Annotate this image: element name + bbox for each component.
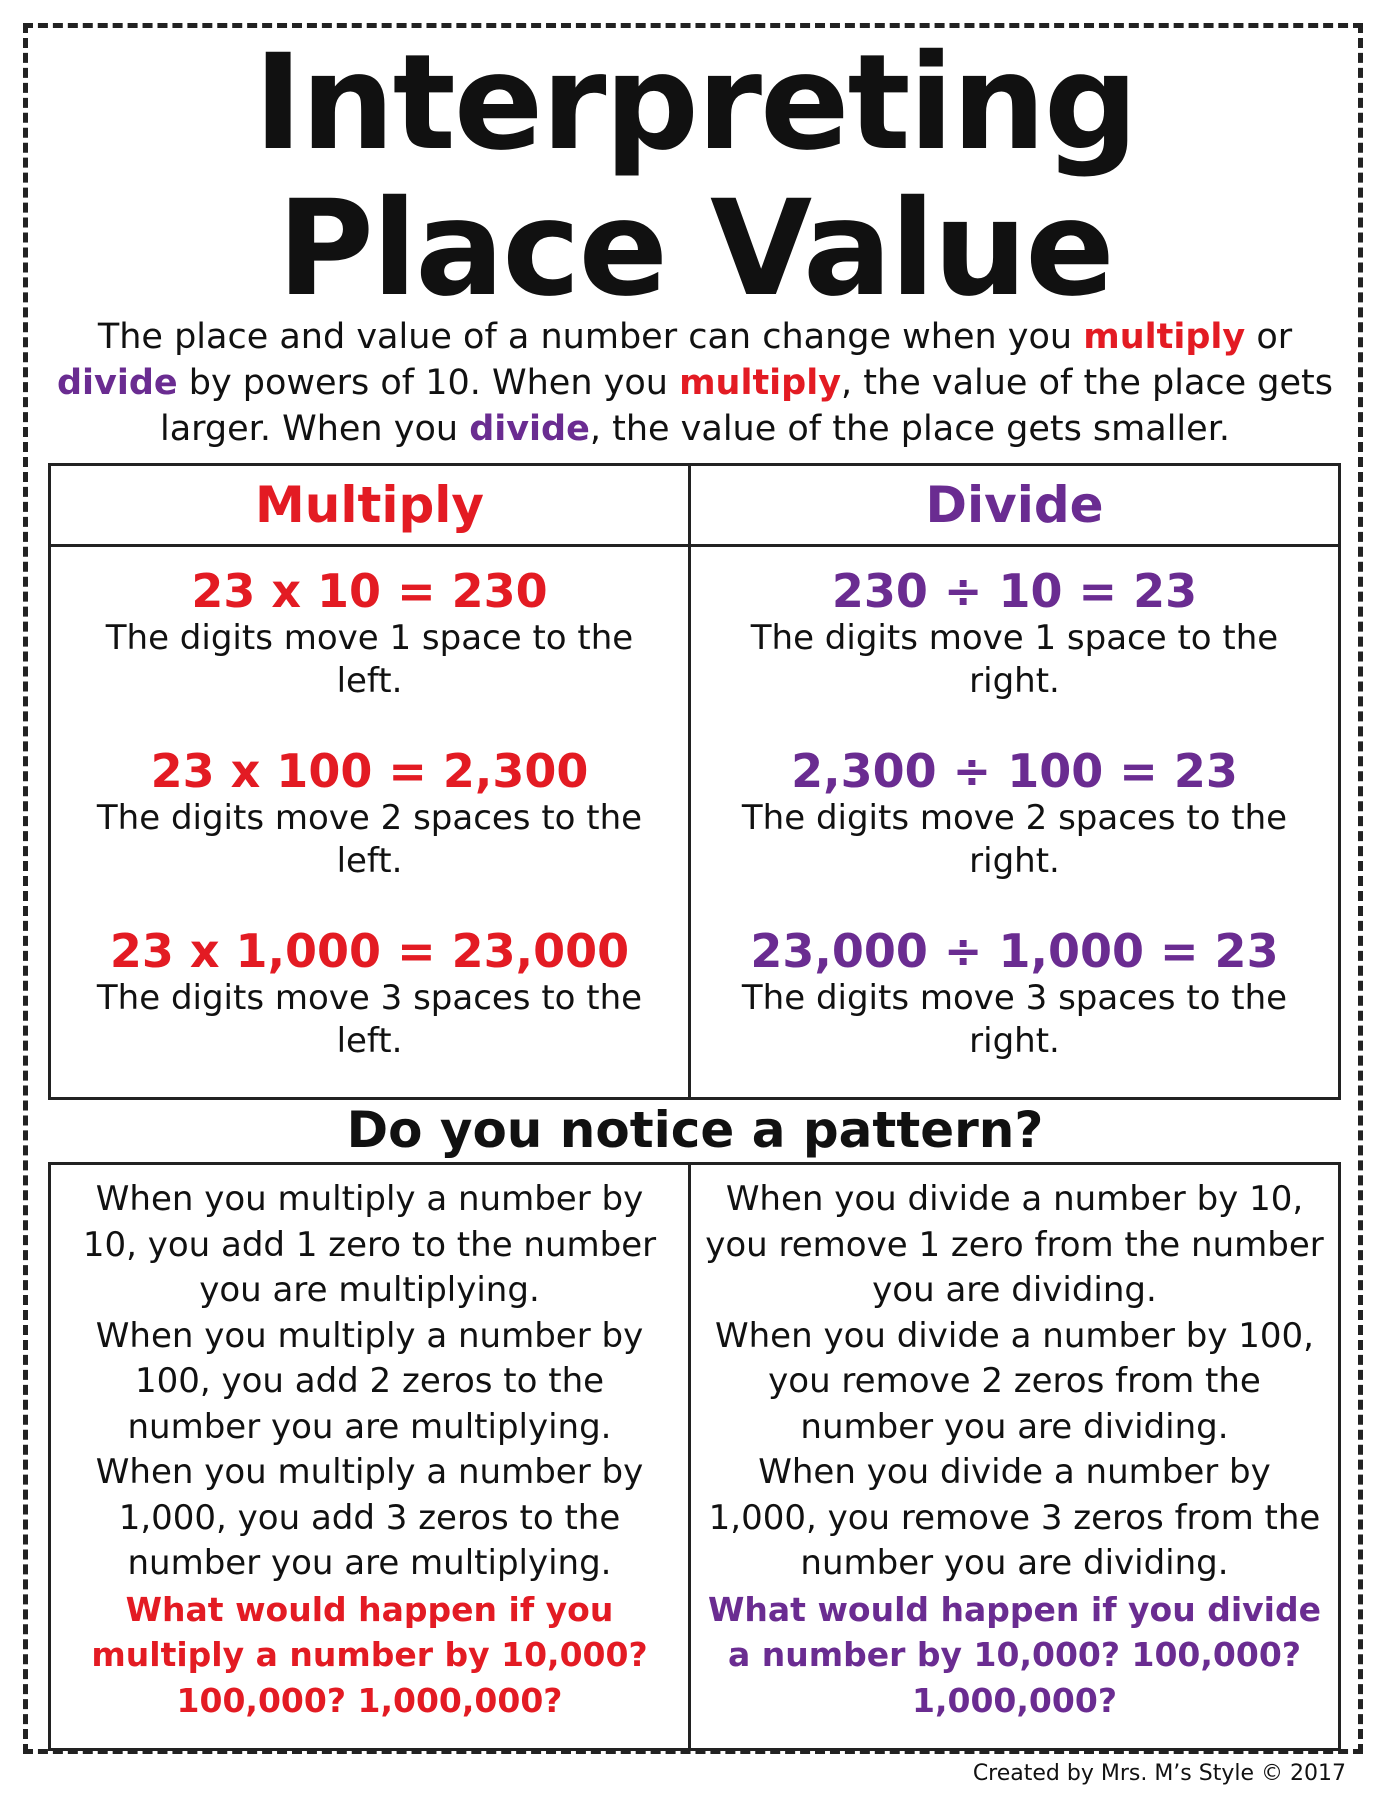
intro-multiply-1: multiply <box>1083 317 1246 357</box>
multiply-examples-cell <box>50 546 690 1099</box>
divide-examples-cell <box>690 546 1340 1099</box>
divide-equation: 23,000 ÷ 1,000 = 23 <box>750 924 1279 978</box>
intro-text-2: or <box>1245 317 1293 357</box>
intro-paragraph <box>48 314 1342 452</box>
intro-divide-2: divide <box>469 409 590 449</box>
intro-multiply-2: multiply <box>679 363 842 403</box>
multiply-pattern-cell <box>50 1164 690 1750</box>
divide-equation: 2,300 ÷ 100 = 23 <box>791 744 1238 798</box>
multiply-example <box>51 925 688 1063</box>
divide-description: The digits move 3 spaces to the right. <box>741 978 1288 1061</box>
intro-text-4: , the value of the place gets larger. When you <box>159 363 1334 449</box>
credit-line: Created by Mrs. M’s Style © 2017 <box>972 1761 1346 1786</box>
multiply-pattern-question: What would happen if you multiply a number by 10,000? 100,000? 1,000,000? <box>91 1589 648 1720</box>
multiply-example <box>51 745 688 883</box>
divide-pattern-text: When you divide a number by 100, you remove 2 zeros from the number you are dividing. <box>715 1315 1314 1447</box>
multiply-header: Multiply <box>50 465 690 546</box>
page-title <box>0 26 1390 326</box>
patterns-row <box>50 1164 1340 1750</box>
divide-pattern-cell <box>690 1164 1340 1750</box>
multiply-description: The digits move 2 spaces to the left. <box>96 798 643 881</box>
multiply-pattern-text: When you multiply a number by 100, you add 2 zeros to the number you are multiplying. <box>95 1315 644 1447</box>
patterns-table <box>48 1162 1341 1751</box>
title-line-2: Place Value <box>277 172 1113 326</box>
intro-text-1: The place and value of a number can change when you <box>97 317 1084 357</box>
multiply-equation: 23 x 1,000 = 23,000 <box>109 924 630 978</box>
divide-example <box>691 925 1338 1063</box>
multiply-pattern-text: When you multiply a number by 1,000, you add 3 zeros to the number you are multiplying. <box>95 1452 644 1583</box>
multiply-example <box>51 565 688 703</box>
divide-description: The digits move 1 space to the right. <box>750 618 1279 701</box>
divide-example <box>691 565 1338 703</box>
pattern-heading: Do you notice a pattern? <box>346 1101 1044 1159</box>
divide-equation: 230 ÷ 10 = 23 <box>831 564 1198 618</box>
multiply-equation: 23 x 10 = 230 <box>191 564 548 618</box>
intro-divide-1: divide <box>56 363 178 403</box>
divide-pattern-text: When you divide a number by 10, you remove 1 zero from the number you are dividing. <box>705 1179 1324 1310</box>
intro-text-3: by powers of 10. When you <box>177 363 680 403</box>
intro-text-5: , the value of the place gets smaller. <box>589 409 1230 449</box>
examples-table <box>48 463 1341 1100</box>
title-line-1: Interpreting <box>253 26 1137 180</box>
multiply-pattern-text: When you multiply a number by 10, you add 1 zero to the number you are multiplying. <box>82 1179 657 1310</box>
multiply-description: The digits move 1 space to the left. <box>105 618 634 701</box>
divide-description: The digits move 2 spaces to the right. <box>741 798 1288 881</box>
divide-example <box>691 745 1338 883</box>
divide-header: Divide <box>690 465 1340 546</box>
divide-pattern-text: When you divide a number by 1,000, you remove 3 zeros from the number you are dividing. <box>708 1452 1321 1583</box>
examples-header-row <box>50 465 1340 546</box>
multiply-description: The digits move 3 spaces to the left. <box>96 978 643 1061</box>
examples-body-row <box>50 546 1340 1099</box>
multiply-equation: 23 x 100 = 2,300 <box>150 744 589 798</box>
divide-pattern-question: What would happen if you divide a number by 10,000? 100,000? 1,000,000? <box>708 1589 1321 1720</box>
